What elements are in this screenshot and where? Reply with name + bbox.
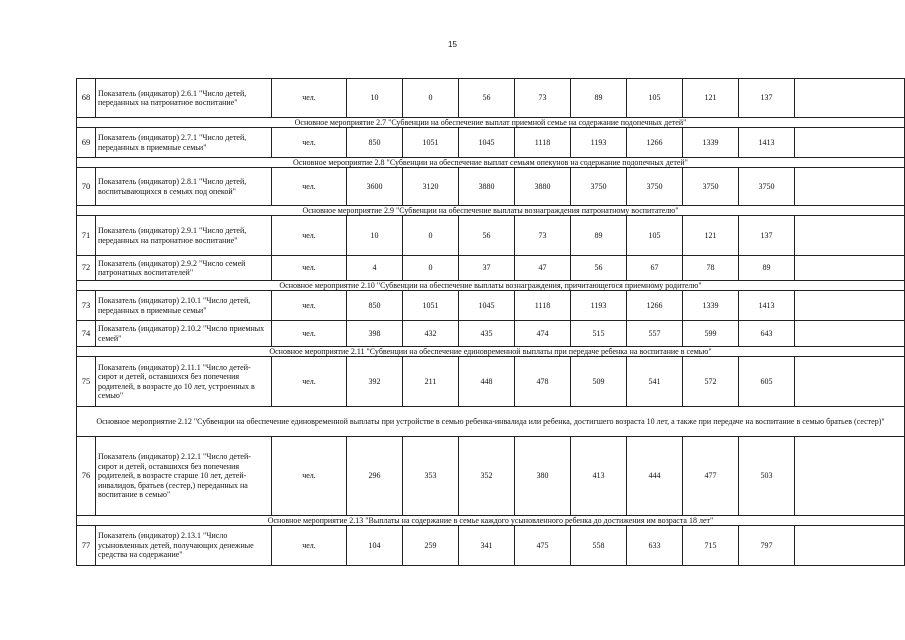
value-cell: 3880 xyxy=(459,168,515,206)
value-cell: 1339 xyxy=(683,128,739,158)
unit-cell: чел. xyxy=(272,168,347,206)
table-row xyxy=(77,437,905,516)
table-row xyxy=(77,168,905,206)
row-number: 68 xyxy=(77,79,96,118)
value-cell: 413 xyxy=(571,437,627,516)
value-cell: 633 xyxy=(627,526,683,566)
value-cell: 1051 xyxy=(403,128,459,158)
value-cell: 211 xyxy=(403,357,459,407)
row-number: 76 xyxy=(77,437,96,516)
value-cell: 478 xyxy=(515,357,571,407)
value-cell: 352 xyxy=(459,437,515,516)
unit-cell: чел. xyxy=(272,256,347,281)
section-heading-row xyxy=(77,516,905,526)
value-cell: 104 xyxy=(347,526,403,566)
empty-cell xyxy=(795,128,905,158)
value-cell: 341 xyxy=(459,526,515,566)
unit-cell: чел. xyxy=(272,437,347,516)
value-cell: 1118 xyxy=(515,128,571,158)
value-cell: 1413 xyxy=(739,291,795,321)
value-cell: 380 xyxy=(515,437,571,516)
empty-cell xyxy=(795,168,905,206)
value-cell: 0 xyxy=(403,216,459,256)
empty-cell xyxy=(795,256,905,281)
value-cell: 1413 xyxy=(739,128,795,158)
value-cell: 3750 xyxy=(571,168,627,206)
value-cell: 3750 xyxy=(683,168,739,206)
value-cell: 398 xyxy=(347,321,403,347)
value-cell: 1193 xyxy=(571,291,627,321)
value-cell: 47 xyxy=(515,256,571,281)
value-cell: 558 xyxy=(571,526,627,566)
value-cell: 448 xyxy=(459,357,515,407)
value-cell: 605 xyxy=(739,357,795,407)
indicator-name: Показатель (индикатор) 2.11.1 "Число детей-сирот и детей, оставшихся без попечения родителей, в возрасте до 10 лет, устроенных в семью" xyxy=(96,357,272,407)
value-cell: 599 xyxy=(683,321,739,347)
value-cell: 137 xyxy=(739,79,795,118)
value-cell: 1045 xyxy=(459,291,515,321)
value-cell: 259 xyxy=(403,526,459,566)
table-body xyxy=(77,79,905,566)
page-number: 15 xyxy=(448,40,457,49)
section-heading-row xyxy=(77,347,905,357)
row-number: 75 xyxy=(77,357,96,407)
section-heading: Основное мероприятие 2.12 "Субвенции на обеспечение единовременной выплаты при устройстве в семью ребенка-инвалида или ребенка, достигшего возраста 10 лет, а также при передаче на воспитание в семью братьев (сестер)" xyxy=(77,407,905,437)
table-row xyxy=(77,526,905,566)
value-cell: 105 xyxy=(627,79,683,118)
table-row xyxy=(77,321,905,347)
empty-cell xyxy=(795,291,905,321)
value-cell: 89 xyxy=(739,256,795,281)
section-heading-row xyxy=(77,206,905,216)
value-cell: 3120 xyxy=(403,168,459,206)
value-cell: 67 xyxy=(627,256,683,281)
value-cell: 89 xyxy=(571,79,627,118)
table-row xyxy=(77,128,905,158)
indicator-name: Показатель (индикатор) 2.9.2 "Число семей патронатных воспитателей" xyxy=(96,256,272,281)
section-heading-row xyxy=(77,407,905,437)
value-cell: 105 xyxy=(627,216,683,256)
unit-cell: чел. xyxy=(272,128,347,158)
value-cell: 515 xyxy=(571,321,627,347)
indicators-table xyxy=(76,78,905,566)
value-cell: 797 xyxy=(739,526,795,566)
section-heading: Основное мероприятие 2.11 "Субвенции на обеспечение единовременной выплаты при передаче ребенка на воспитание в семью" xyxy=(77,347,905,357)
value-cell: 56 xyxy=(459,216,515,256)
value-cell: 477 xyxy=(683,437,739,516)
row-number: 70 xyxy=(77,168,96,206)
unit-cell: чел. xyxy=(272,291,347,321)
value-cell: 78 xyxy=(683,256,739,281)
unit-cell: чел. xyxy=(272,526,347,566)
value-cell: 432 xyxy=(403,321,459,347)
section-heading-row xyxy=(77,158,905,168)
table-row xyxy=(77,79,905,118)
row-number: 73 xyxy=(77,291,96,321)
indicator-name: Показатель (индикатор) 2.6.1 "Число детей, переданных на патронатное воспитание" xyxy=(96,79,272,118)
value-cell: 557 xyxy=(627,321,683,347)
value-cell: 296 xyxy=(347,437,403,516)
value-cell: 474 xyxy=(515,321,571,347)
value-cell: 3600 xyxy=(347,168,403,206)
empty-cell xyxy=(795,79,905,118)
value-cell: 3880 xyxy=(515,168,571,206)
value-cell: 444 xyxy=(627,437,683,516)
value-cell: 37 xyxy=(459,256,515,281)
value-cell: 0 xyxy=(403,256,459,281)
value-cell: 73 xyxy=(515,79,571,118)
value-cell: 435 xyxy=(459,321,515,347)
unit-cell: чел. xyxy=(272,79,347,118)
section-heading: Основное мероприятие 2.8 "Субвенции на обеспечение выплат семьям опекунов на содержание подопечных детей" xyxy=(77,158,905,168)
section-heading: Основное мероприятие 2.7 "Субвенции на обеспечение выплат приемной семье на содержание подопечных детей" xyxy=(77,118,905,128)
value-cell: 572 xyxy=(683,357,739,407)
empty-cell xyxy=(795,437,905,516)
unit-cell: чел. xyxy=(272,216,347,256)
value-cell: 509 xyxy=(571,357,627,407)
value-cell: 121 xyxy=(683,216,739,256)
value-cell: 850 xyxy=(347,128,403,158)
empty-cell xyxy=(795,216,905,256)
indicator-name: Показатель (индикатор) 2.10.1 "Число детей, переданных в приемные семьи" xyxy=(96,291,272,321)
indicator-name: Показатель (индикатор) 2.13.1 "Число усыновленных детей, получающих денежные средства на содержание" xyxy=(96,526,272,566)
value-cell: 56 xyxy=(571,256,627,281)
value-cell: 850 xyxy=(347,291,403,321)
empty-cell xyxy=(795,357,905,407)
value-cell: 121 xyxy=(683,79,739,118)
value-cell: 137 xyxy=(739,216,795,256)
value-cell: 1266 xyxy=(627,128,683,158)
section-heading: Основное мероприятие 2.10 "Субвенции на обеспечение выплаты вознаграждения, причитающегося приемному родителю" xyxy=(77,281,905,291)
indicator-name: Показатель (индикатор) 2.8.1 "Число детей, воспитывающихся в семьях под опекой" xyxy=(96,168,272,206)
indicator-name: Показатель (индикатор) 2.12.1 "Число детей-сирот и детей, оставшихся без попечения родителей, в возрасте старше 10 лет, детей-инвалидов, братьев (сестер,) переданных на воспитание в семью" xyxy=(96,437,272,516)
section-heading-row xyxy=(77,118,905,128)
indicator-name: Показатель (индикатор) 2.7.1 "Число детей, переданных в приемные семьи" xyxy=(96,128,272,158)
value-cell: 1266 xyxy=(627,291,683,321)
value-cell: 715 xyxy=(683,526,739,566)
unit-cell: чел. xyxy=(272,321,347,347)
value-cell: 10 xyxy=(347,216,403,256)
section-heading: Основное мероприятие 2.9 "Субвенции на обеспечение выплаты вознаграждения патронатному воспитателю" xyxy=(77,206,905,216)
table-row xyxy=(77,357,905,407)
value-cell: 1339 xyxy=(683,291,739,321)
indicator-name: Показатель (индикатор) 2.10.2 "Число приемных семей" xyxy=(96,321,272,347)
value-cell: 10 xyxy=(347,79,403,118)
unit-cell: чел. xyxy=(272,357,347,407)
value-cell: 353 xyxy=(403,437,459,516)
value-cell: 503 xyxy=(739,437,795,516)
value-cell: 3750 xyxy=(739,168,795,206)
row-number: 72 xyxy=(77,256,96,281)
value-cell: 643 xyxy=(739,321,795,347)
value-cell: 56 xyxy=(459,79,515,118)
row-number: 71 xyxy=(77,216,96,256)
row-number: 74 xyxy=(77,321,96,347)
value-cell: 89 xyxy=(571,216,627,256)
value-cell: 475 xyxy=(515,526,571,566)
value-cell: 392 xyxy=(347,357,403,407)
row-number: 77 xyxy=(77,526,96,566)
empty-cell xyxy=(795,526,905,566)
value-cell: 1045 xyxy=(459,128,515,158)
section-heading: Основное мероприятие 2.13 "Выплаты на содержание в семье каждого усыновленного ребенка до достижения им возраста 18 лет" xyxy=(77,516,905,526)
table-row xyxy=(77,216,905,256)
value-cell: 541 xyxy=(627,357,683,407)
value-cell: 1193 xyxy=(571,128,627,158)
value-cell: 4 xyxy=(347,256,403,281)
row-number: 69 xyxy=(77,128,96,158)
value-cell: 0 xyxy=(403,79,459,118)
value-cell: 3750 xyxy=(627,168,683,206)
value-cell: 1118 xyxy=(515,291,571,321)
table-row xyxy=(77,256,905,281)
empty-cell xyxy=(795,321,905,347)
section-heading-row xyxy=(77,281,905,291)
value-cell: 1051 xyxy=(403,291,459,321)
value-cell: 73 xyxy=(515,216,571,256)
indicator-name: Показатель (индикатор) 2.9.1 "Число детей, переданных на патронатное воспитание" xyxy=(96,216,272,256)
table-row xyxy=(77,291,905,321)
